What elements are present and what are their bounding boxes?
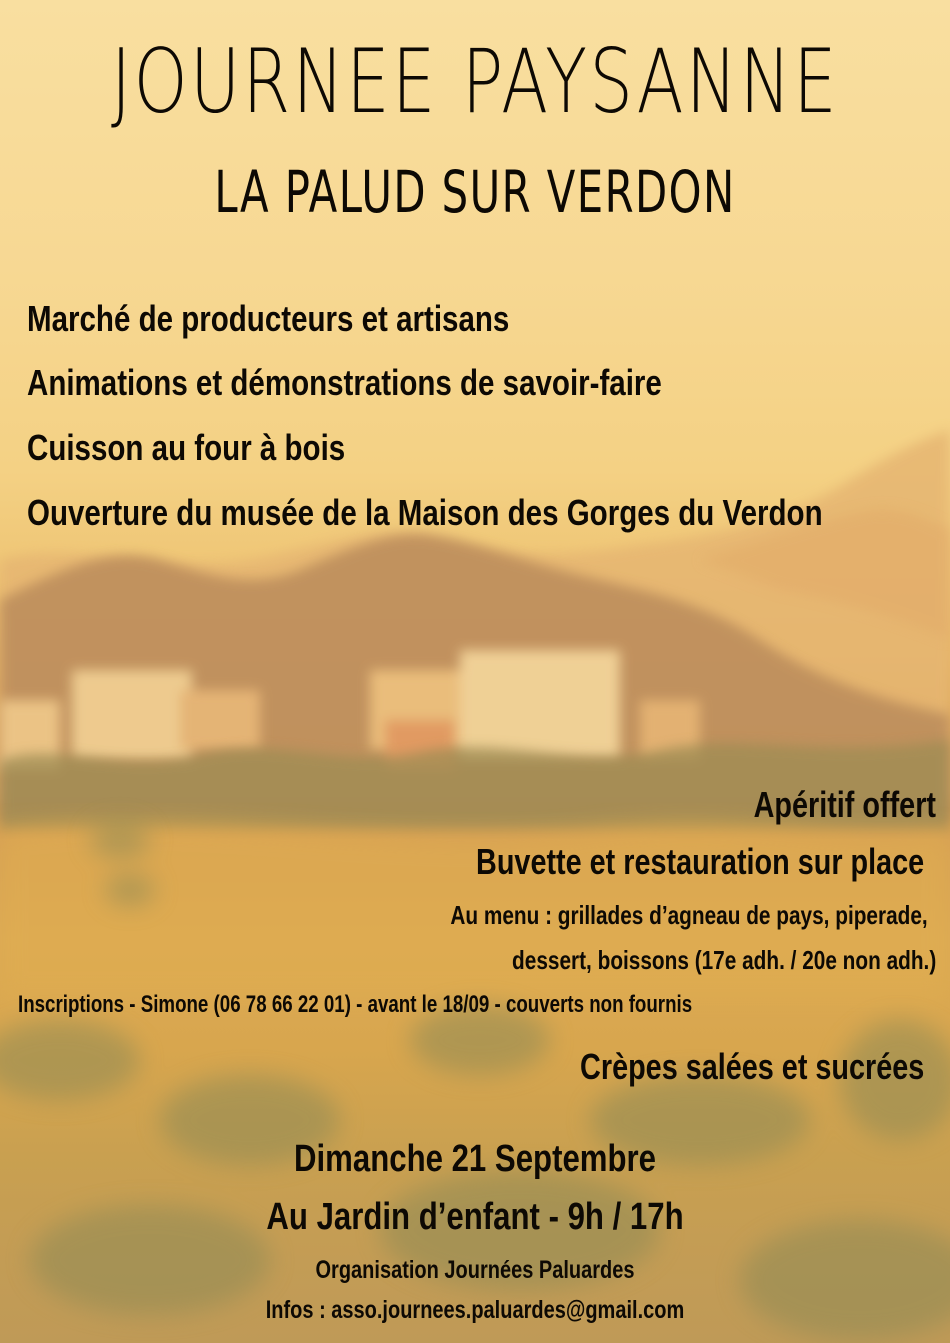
activity-item: Cuisson au four à bois xyxy=(27,427,346,468)
event-date: Dimanche 21 Septembre xyxy=(294,1138,656,1180)
event-place-time: Au Jardin d’enfant - 9h / 17h xyxy=(266,1196,684,1238)
menu-line-1: Au menu : grillades d’agneau de pays, piperade, xyxy=(450,900,928,930)
activity-item: Animations et démonstrations de savoir-faire xyxy=(27,362,662,403)
menu-line-2: dessert, boissons (17e adh. / 20e non adh.) xyxy=(511,945,936,975)
aperitif-text: Apéritif offert xyxy=(753,784,936,825)
activity-item: Ouverture du musée de la Maison des Gorges du Verdon xyxy=(27,492,823,533)
buvette-text: Buvette et restauration sur place xyxy=(475,841,924,882)
contact-email[interactable]: Infos : asso.journees.paluardes@gmail.com xyxy=(265,1296,685,1324)
organiser-text: Organisation Journées Paluardes xyxy=(315,1256,635,1284)
activity-item: Marché de producteurs et artisans xyxy=(27,298,510,339)
poster-title: JOURNEE PAYSANNE xyxy=(111,30,839,133)
crepes-text: Crèpes salées et sucrées xyxy=(579,1046,924,1087)
inscriptions-text: Inscriptions - Simone (06 78 66 22 01) - avant le 18/09 - couverts non fournis xyxy=(18,991,693,1018)
poster-subtitle: LA PALUD SUR VERDON xyxy=(214,158,736,226)
